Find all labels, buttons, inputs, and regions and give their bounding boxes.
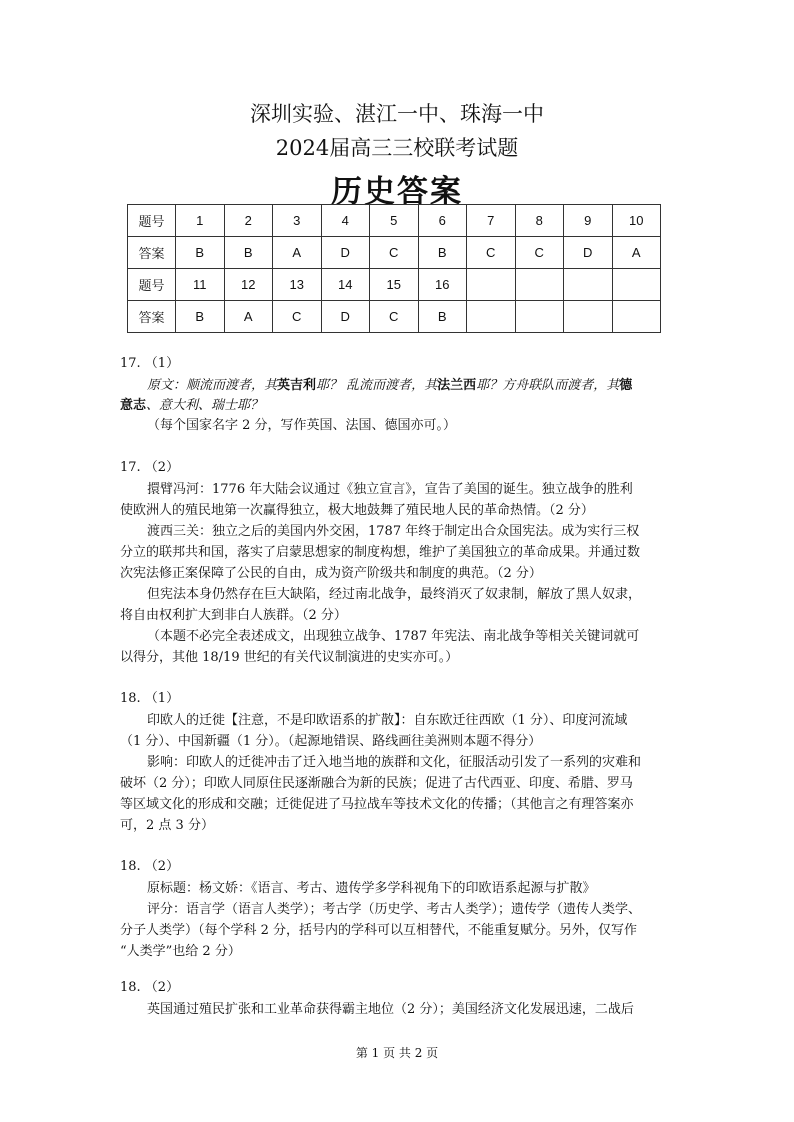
question-number: 16 bbox=[418, 269, 467, 301]
question-number: 1 bbox=[176, 205, 225, 237]
answer-cell: D bbox=[564, 237, 613, 269]
answer-cell: D bbox=[321, 237, 370, 269]
answer-table bbox=[127, 204, 661, 333]
answer-cell: A bbox=[273, 237, 322, 269]
q18-1-line: （1 分）、中国新疆（1 分）。（起源地错误、路线画往美洲则本题不得分） bbox=[120, 734, 542, 749]
question-number: 3 bbox=[273, 205, 322, 237]
empty-cell bbox=[612, 269, 661, 301]
quote-text: 、意大利、瑞士耶？ bbox=[146, 398, 264, 413]
keyword-england: 英吉利 bbox=[277, 378, 317, 393]
keyword-germany-part2: 意志 bbox=[120, 398, 147, 413]
answer-cell: B bbox=[176, 301, 225, 333]
q18-2b-number: 18. （2） bbox=[120, 980, 180, 995]
q17-1-quote-line-2 bbox=[120, 396, 680, 416]
empty-cell bbox=[467, 269, 516, 301]
row-label: 答案 bbox=[128, 237, 176, 269]
keyword-france: 法兰西 bbox=[437, 378, 477, 393]
q18-2-line: “人类学”也给 2 分） bbox=[120, 944, 241, 959]
question-number: 5 bbox=[370, 205, 419, 237]
q17-1-quote-line-1 bbox=[147, 376, 680, 396]
q17-2-line: 渡西三关：独立之后的美国内外交困，1787 年终于制定出合众国宪法。成为实行三权 bbox=[147, 524, 640, 539]
q17-2-line: （本题不必完全表述成文，出现独立战争、1787 年宪法、南北战争等相关关键词就可 bbox=[147, 629, 640, 644]
question-number: 4 bbox=[321, 205, 370, 237]
q17-1-scoring-note: （每个国家名字 2 分，写作英国、法国、德国亦可。） bbox=[147, 418, 457, 433]
q18-1-line: 影响：印欧人的迁徙冲击了迁入地当地的族群和文化，征服活动引发了一系列的灾难和 bbox=[147, 755, 642, 770]
answer-cell: C bbox=[370, 237, 419, 269]
q17-2-line: 将自由权利扩大到非白人族群。（2 分） bbox=[120, 608, 347, 623]
q17-2-line: 擐臂冯河：1776 年大陆会议通过《独立宣言》，宣告了美国的诞生。独立战争的胜利 bbox=[147, 482, 633, 497]
row-label: 题号 bbox=[128, 269, 176, 301]
question-number: 11 bbox=[176, 269, 225, 301]
answer-cell: B bbox=[418, 301, 467, 333]
subject-title: 历史答案 bbox=[331, 174, 463, 210]
empty-cell bbox=[515, 301, 564, 333]
q18-1-number: 18. （1） bbox=[120, 691, 180, 706]
q18-1-line: 可，2 点 3 分） bbox=[120, 818, 214, 833]
q18-1-line: 印欧人的迁徙【注意，不是印欧语系的扩散】：自东欧迁往西欧（1 分）、印度河流域 bbox=[147, 713, 628, 728]
quote-text: 耶？方舟联队而渡者，其 bbox=[476, 378, 620, 393]
empty-cell bbox=[515, 269, 564, 301]
question-number: 14 bbox=[321, 269, 370, 301]
q18-1-line: 等区域文化的形成和交融；迁徙促进了马拉战车等技术文化的传播；（其他言之有理答案亦 bbox=[120, 797, 634, 812]
quote-text: 耶？ 乱流而渡者，其 bbox=[316, 378, 438, 393]
q17-2-number: 17. （2） bbox=[120, 460, 180, 475]
question-number: 2 bbox=[224, 205, 273, 237]
answer-cell: C bbox=[515, 237, 564, 269]
question-number: 13 bbox=[273, 269, 322, 301]
q18-2-number: 18. （2） bbox=[120, 859, 180, 874]
question-number: 6 bbox=[418, 205, 467, 237]
row-label: 答案 bbox=[128, 301, 176, 333]
answer-cell: D bbox=[321, 301, 370, 333]
answer-row bbox=[128, 237, 661, 269]
answer-cell: A bbox=[224, 301, 273, 333]
answer-row bbox=[128, 301, 661, 333]
q17-2-line: 使欧洲人的殖民地第一次赢得独立，极大地鼓舞了殖民地人民的革命热情。（2 分） bbox=[120, 503, 594, 518]
quote-text: 原文：顺流而渡者，其 bbox=[147, 378, 278, 393]
q18-1-line: 破坏（2 分）；印欧人同原住民逐渐融合为新的民族；促进了古代西亚、印度、希腊、罗马 bbox=[120, 776, 633, 791]
question-number: 7 bbox=[467, 205, 516, 237]
exam-title: 2024届高三三校联考试题 bbox=[275, 136, 519, 160]
q18-2-line: 分子人类学）（每个学科 2 分，括号内的学科可以互相替代，不能重复赋分。另外，仅写作 bbox=[120, 923, 638, 938]
keyword-germany-part1: 德 bbox=[619, 378, 633, 393]
answer-cell: C bbox=[273, 301, 322, 333]
answer-cell: B bbox=[418, 237, 467, 269]
question-number: 9 bbox=[564, 205, 613, 237]
q17-2-line: 次宪法修正案保障了公民的自由，成为资产阶级共和制度的典范。（2 分） bbox=[120, 566, 542, 581]
question-number: 10 bbox=[612, 205, 661, 237]
empty-cell bbox=[564, 301, 613, 333]
question-number: 12 bbox=[224, 269, 273, 301]
question-number: 8 bbox=[515, 205, 564, 237]
q18-2-line: 原标题：杨文娇：《语言、考古、遗传学多学科视角下的印欧语系起源与扩散》 bbox=[147, 881, 596, 896]
q17-2-line: 以得分，其他 18/19 世纪的有关代议制演进的史实亦可。） bbox=[120, 650, 459, 665]
question-number: 15 bbox=[370, 269, 419, 301]
answer-cell: B bbox=[176, 237, 225, 269]
q17-2-line: 分立的联邦共和国，落实了启蒙思想家的制度构想，维护了美国独立的革命成果。并通过数 bbox=[120, 545, 641, 560]
question-number-row bbox=[128, 205, 661, 237]
empty-cell bbox=[467, 301, 516, 333]
answer-cell: A bbox=[612, 237, 661, 269]
answer-cell: B bbox=[224, 237, 273, 269]
row-label: 题号 bbox=[128, 205, 176, 237]
empty-cell bbox=[612, 301, 661, 333]
q17-1-number: 17. （1） bbox=[120, 356, 180, 371]
q18-2-line: 评分：语言学（语言人类学）；考古学（历史学、考古人类学）；遗传学（遗传人类学、 bbox=[147, 902, 642, 917]
q17-2-line: 但宪法本身仍然存在巨大缺陷，经过南北战争，最终消灭了奴隶制，解放了黑人奴隶， bbox=[147, 587, 642, 602]
page-footer: 第 1 页 共 2 页 bbox=[355, 1046, 439, 1060]
empty-cell bbox=[564, 269, 613, 301]
question-number-row bbox=[128, 269, 661, 301]
q18-2b-line: 英国通过殖民扩张和工业革命获得霸主地位（2 分）；美国经济文化发展迅速，二战后 bbox=[147, 1002, 634, 1017]
school-names: 深圳实验、湛江一中、珠海一中 bbox=[250, 102, 544, 126]
answer-cell: C bbox=[467, 237, 516, 269]
answer-cell: C bbox=[370, 301, 419, 333]
